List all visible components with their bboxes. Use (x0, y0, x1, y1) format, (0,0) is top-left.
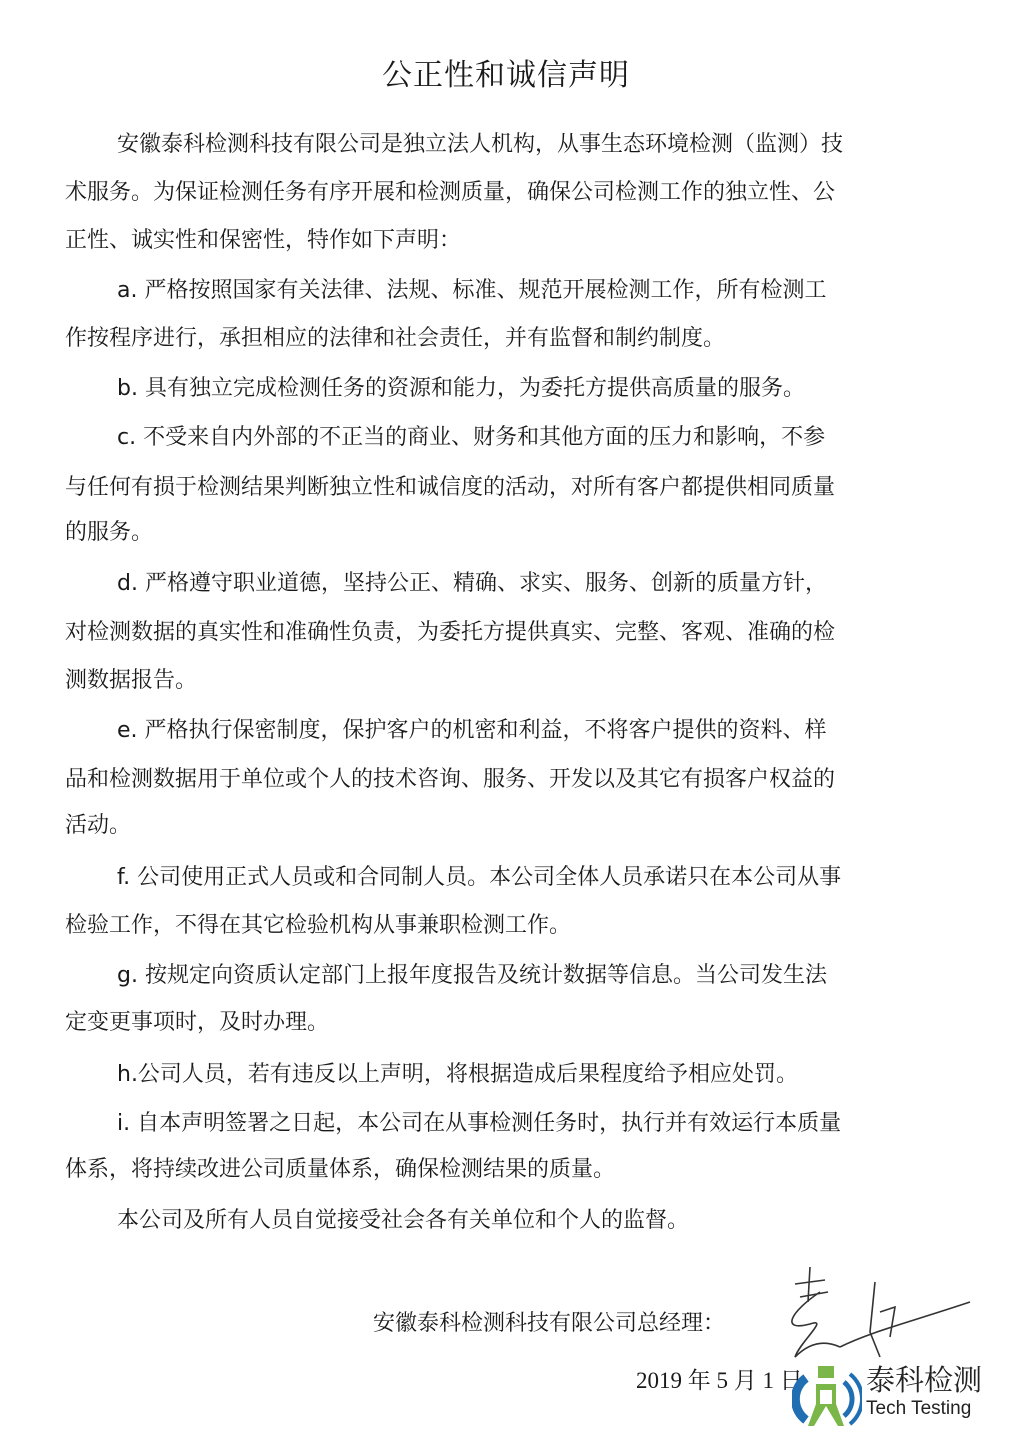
paragraph-line: 体系，将持续改进公司质量体系，确保检测结果的质量。 (65, 1157, 616, 1182)
paragraph-line: 定变更事项时，及时办理。 (65, 1010, 330, 1035)
date: 2019 年 5 月 1 日 (636, 1368, 803, 1393)
logo-name-en: Tech Testing (866, 1398, 972, 1419)
paragraph-line: d. 严格遵守职业道德，坚持公正、精确、求实、服务、创新的质量方针， (117, 571, 827, 596)
paragraph-line: 的服务。 (65, 520, 154, 545)
paragraph-line: 与任何有损于检测结果判断独立性和诚信度的活动，对所有客户都提供相同质量 (65, 475, 836, 500)
logo-name-cn: 泰科检测 (866, 1363, 983, 1397)
paragraph-line: 正性、诚实性和保密性，特作如下声明： (65, 228, 462, 253)
paragraph-line: 本公司及所有人员自觉接受社会各有关单位和个人的监督。 (117, 1208, 690, 1233)
company-logo (792, 1362, 1002, 1432)
paragraph-line: 测数据报告。 (65, 668, 198, 693)
paragraph-line: f. 公司使用正式人员或和合同制人员。本公司全体人员承诺只在本公司从事 (117, 865, 842, 890)
paragraph-line: 安徽泰科检测科技有限公司是独立法人机构，从事生态环境检测（监测）技 (117, 132, 844, 157)
paragraph-line: 检验工作，不得在其它检验机构从事兼职检测工作。 (65, 913, 572, 938)
paragraph-line: g. 按规定向资质认定部门上报年度报告及统计数据等信息。当公司发生法 (117, 963, 827, 988)
paragraph-line: i. 自本声明签署之日起，本公司在从事检测任务时，执行并有效运行本质量 (117, 1111, 842, 1136)
paragraph-line: h.公司人员，若有违反以上声明，将根据造成后果程度给予相应处罚。 (117, 1062, 798, 1087)
document-title: 公正性和诚信声明 (382, 58, 630, 93)
paragraph-line: 品和检测数据用于单位或个人的技术咨询、服务、开发以及其它有损客户权益的 (65, 767, 836, 792)
paragraph-line: b. 具有独立完成检测任务的资源和能力，为委托方提供高质量的服务。 (117, 376, 805, 401)
paragraph-line: 术服务。为保证检测任务有序开展和检测质量，确保公司检测工作的独立性、公 (65, 180, 836, 205)
paragraph-line: 作按程序进行，承担相应的法律和社会责任，并有监督和制约制度。 (65, 326, 726, 351)
paragraph-line: c. 不受来自内外部的不正当的商业、财务和其他方面的压力和影响，不参 (117, 425, 826, 450)
paragraph-line: 对检测数据的真实性和准确性负责，为委托方提供真实、完整、客观、准确的检 (65, 620, 836, 645)
paragraph-line: 活动。 (65, 813, 132, 838)
paragraph-line: a. 严格按照国家有关法律、法规、标准、规范开展检测工作，所有检测工 (117, 278, 827, 303)
logo-icon (792, 1362, 862, 1432)
signature-label: 安徽泰科检测科技有限公司总经理： (373, 1311, 726, 1336)
paragraph-line: e. 严格执行保密制度，保护客户的机密和利益，不将客户提供的资料、样 (117, 718, 827, 743)
handwritten-signature (780, 1262, 980, 1372)
